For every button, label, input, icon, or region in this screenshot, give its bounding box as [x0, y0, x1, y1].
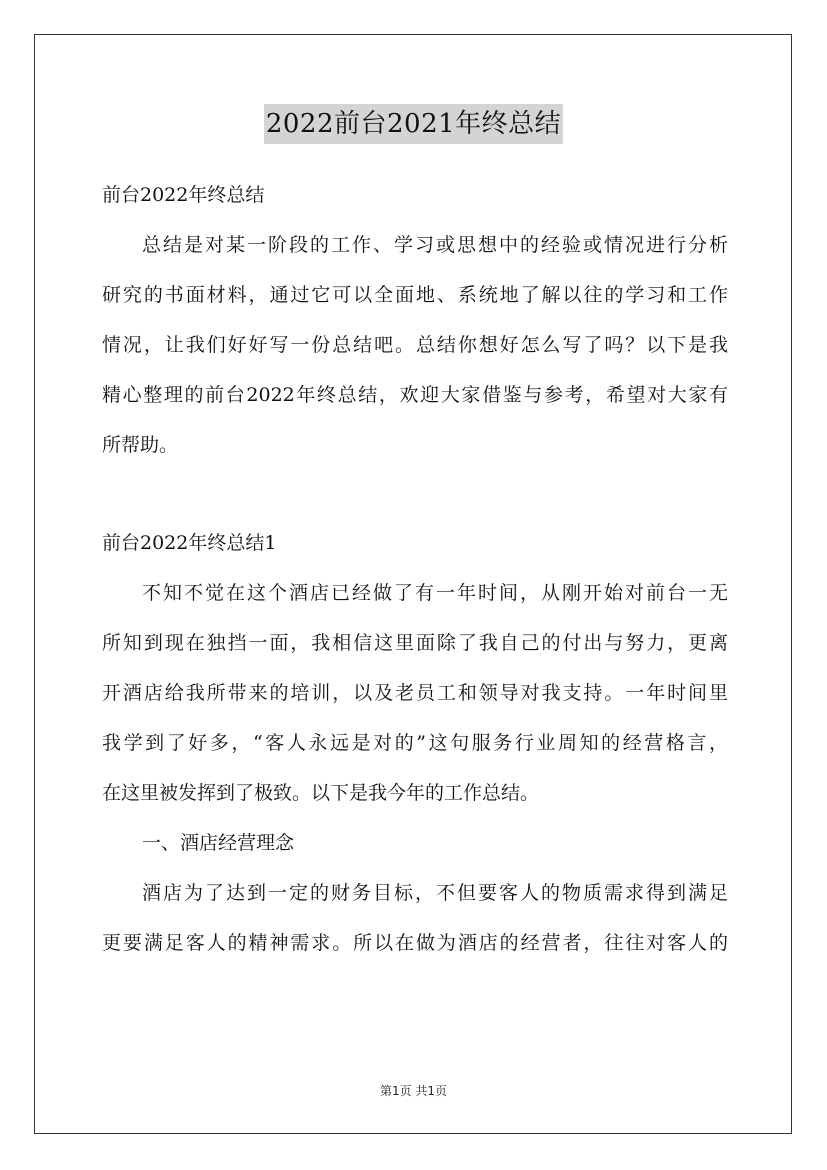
intro-heading: 前台2022年终总结 [102, 184, 265, 206]
intro-line: 研究的书面材料，通过它可以全面地、系统地了解以往的学习和工作 [102, 284, 728, 306]
subheading-business-philosophy: 一、酒店经营理念 [142, 832, 295, 854]
intro-line: 精心整理的前台2022年终总结，欢迎大家借鉴与参考，希望对大家有 [102, 384, 728, 406]
section1-line: 开酒店给我所带来的培训，以及老员工和领导对我支持。一年时间里 [102, 682, 728, 704]
section2-line: 更要满足客人的精神需求。所以在做为酒店的经营者，往往对客人的 [102, 932, 728, 954]
document-title: 2022前台2021年终总结 [264, 104, 563, 144]
section1-line: 在这里被发挥到了极致。以下是我今年的工作总结。 [102, 782, 540, 804]
section1-line: 我学到了好多，“客人永远是对的”这句服务行业周知的经营格言， [102, 732, 728, 754]
document-body [102, 170, 728, 968]
page-number: 第1页 共1页 [379, 1084, 448, 1098]
section1-line: 不知不觉在这个酒店已经做了有一年时间，从刚开始对前台一无 [142, 582, 728, 604]
intro-line: 总结是对某一阶段的工作、学习或思想中的经验或情况进行分析 [142, 234, 728, 256]
paragraph-gap [102, 470, 728, 518]
section1-heading: 前台2022年终总结1 [102, 532, 277, 554]
section1-line: 所知到现在独挡一面，我相信这里面除了我自己的付出与努力，更离 [102, 632, 728, 654]
intro-line: 情况，让我们好好写一份总结吧。总结你想好怎么写了吗？以下是我 [102, 334, 728, 356]
intro-line: 所帮助。 [102, 434, 179, 456]
title-container [0, 104, 827, 144]
section2-line: 酒店为了达到一定的财务目标，不但要客人的物质需求得到满足 [142, 882, 728, 904]
